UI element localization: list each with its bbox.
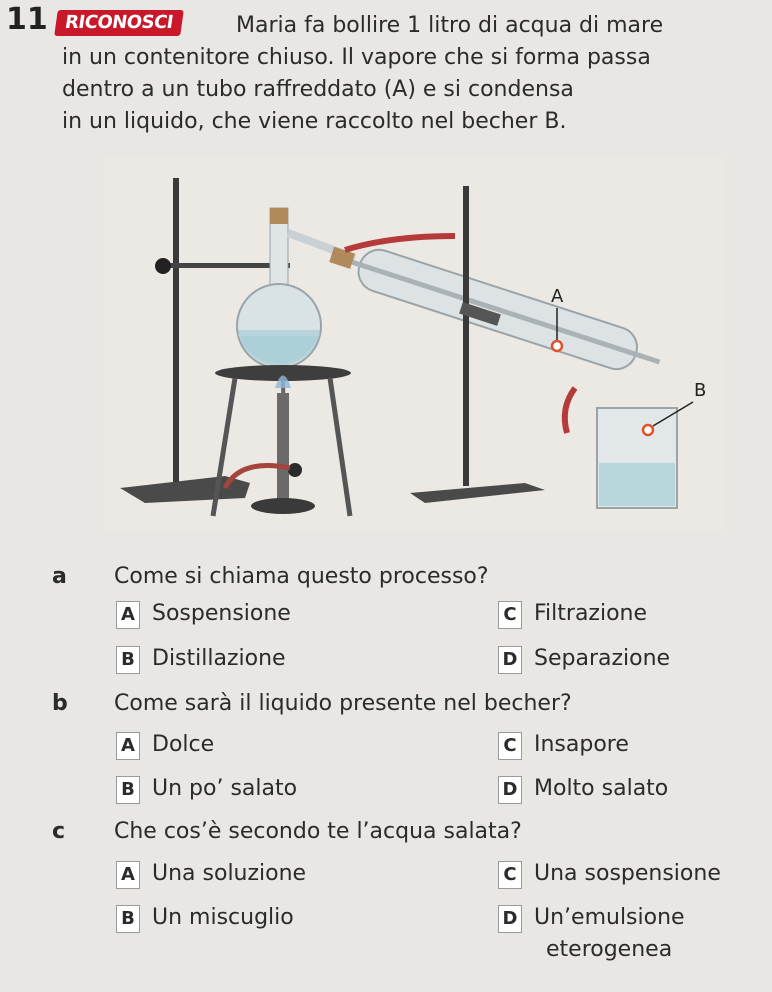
option-key: D bbox=[498, 646, 522, 674]
question-letter: b bbox=[52, 691, 68, 716]
option-key: D bbox=[498, 776, 522, 804]
option-key: C bbox=[498, 601, 522, 629]
intro-line: Maria fa bollire 1 litro di acqua di mare bbox=[236, 13, 664, 38]
option-text: Insapore bbox=[534, 732, 629, 757]
option-key: B bbox=[116, 646, 140, 674]
option-text: Una soluzione bbox=[152, 861, 307, 886]
left-stand-rod bbox=[173, 178, 179, 483]
distillation-apparatus-figure bbox=[105, 158, 725, 530]
option-c-c[interactable] bbox=[498, 861, 721, 889]
option-key: A bbox=[116, 861, 140, 889]
option-text: Un po’ salato bbox=[152, 776, 298, 801]
question-c bbox=[52, 818, 522, 846]
question-letter: a bbox=[52, 564, 67, 589]
option-key: A bbox=[116, 601, 140, 629]
option-a-b[interactable] bbox=[116, 646, 286, 674]
option-b-b[interactable] bbox=[116, 776, 297, 804]
option-c-b[interactable] bbox=[116, 905, 294, 933]
clamp-knob bbox=[155, 258, 171, 274]
option-text: Sospensione bbox=[152, 601, 291, 626]
label-a: A bbox=[551, 286, 564, 307]
right-stand-rod bbox=[463, 186, 469, 486]
option-c-a[interactable] bbox=[116, 861, 306, 889]
option-key: C bbox=[498, 732, 522, 760]
question-letter: c bbox=[52, 819, 66, 844]
question-text: Come si chiama questo processo? bbox=[114, 564, 489, 589]
intro-line: in un liquido, che viene raccolto nel becher B. bbox=[62, 109, 567, 134]
option-text: Distillazione bbox=[152, 646, 286, 671]
question-text: Che cos’è secondo te l’acqua salata? bbox=[114, 819, 522, 844]
option-key: C bbox=[498, 861, 522, 889]
option-b-a[interactable] bbox=[116, 732, 214, 760]
option-a-c[interactable] bbox=[498, 601, 647, 629]
option-key: B bbox=[116, 776, 140, 804]
option-a-d[interactable] bbox=[498, 646, 670, 674]
option-text: Un miscuglio bbox=[152, 905, 294, 930]
option-c-d[interactable] bbox=[498, 905, 685, 933]
exercise-number: 11 bbox=[6, 2, 48, 37]
option-text: Una sospensione bbox=[534, 861, 721, 886]
option-text: Un’emulsione bbox=[534, 905, 685, 930]
option-text: Filtrazione bbox=[534, 601, 648, 626]
intro-line: dentro a un tubo raffreddato (A) e si condensa bbox=[62, 77, 574, 102]
option-b-d[interactable] bbox=[498, 776, 668, 804]
option-a-a[interactable] bbox=[116, 601, 291, 629]
question-b bbox=[52, 690, 572, 718]
option-text: Dolce bbox=[152, 732, 215, 757]
intro-line: in un contenitore chiuso. Il vapore che si forma passa bbox=[62, 45, 651, 70]
option-key: A bbox=[116, 732, 140, 760]
question-a bbox=[52, 563, 489, 591]
riconosci-badge: RICONOSCI bbox=[54, 10, 183, 36]
question-text: Come sarà il liquido presente nel becher? bbox=[114, 691, 572, 716]
option-text: Molto salato bbox=[534, 776, 669, 801]
option-key: B bbox=[116, 905, 140, 933]
label-b: B bbox=[694, 380, 707, 401]
option-text: Separazione bbox=[534, 646, 671, 671]
beaker bbox=[597, 408, 677, 508]
option-b-c[interactable] bbox=[498, 732, 629, 760]
option-key: D bbox=[498, 905, 522, 933]
option-c-d-continued: eterogenea bbox=[546, 937, 673, 962]
